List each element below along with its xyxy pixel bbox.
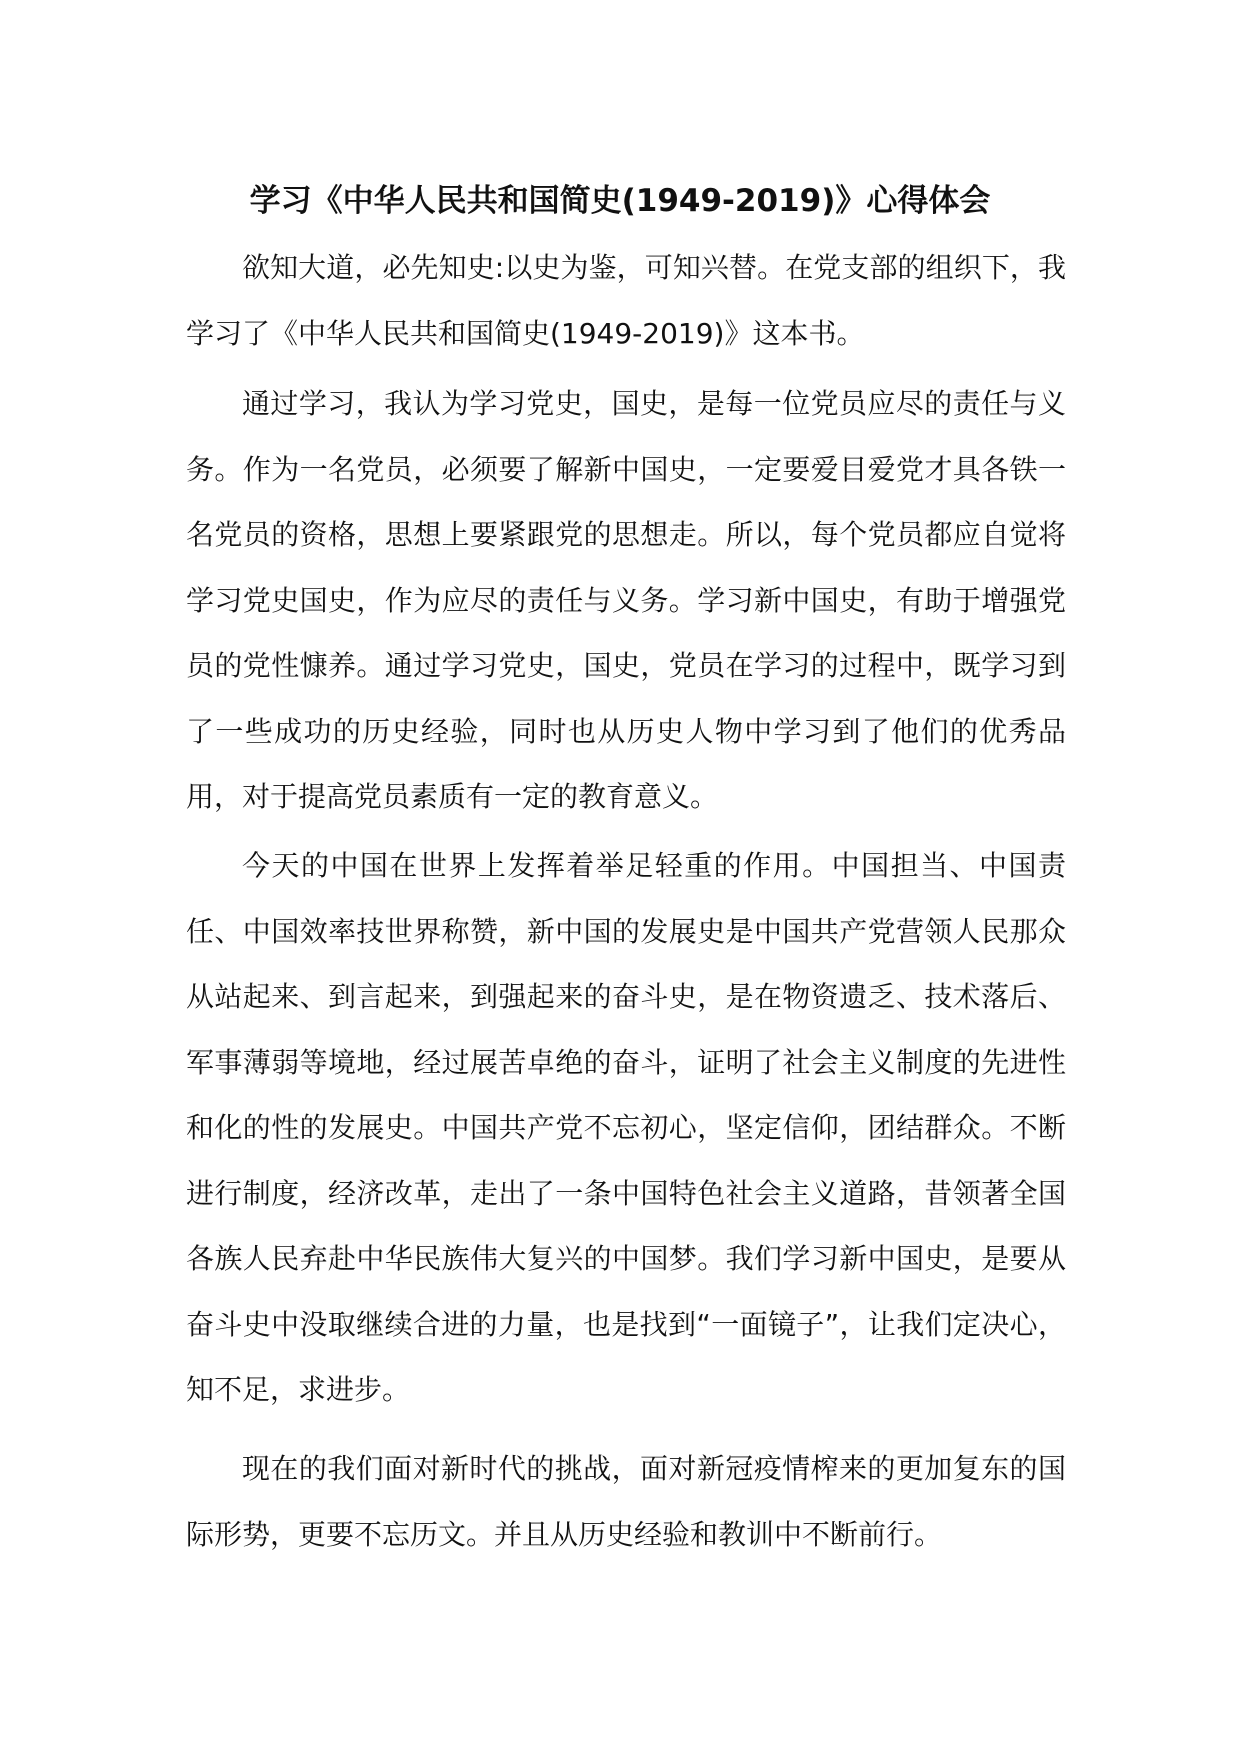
paragraph-4: 现在的我们面对新时代的挑战，面对新冠疫情榨来的更加复东的国际形势，更要不忘历文。并且从历史经验和教训中不断前行。	[186, 1452, 1066, 1551]
paragraph-1: 欲知大道，必先知史:以史为鉴，可知兴替。在党支部的组织下，我学习了《中华人民共和国简史(1949-2019)》这本书。	[186, 251, 1066, 350]
document-title: 学习《中华人民共和国简史(1949-2019)》心得体会	[249, 183, 991, 219]
paragraph-2: 通过学习，我认为学习党史，国史，是每一位党员应尽的责任与义务。作为一名党员，必须要了解新中国史，一定要爱目爱党才具各铁一名党员的资格，思想上要紧跟党的思想走。所以，每个党员都应自觉将学习党史国史，作为应尽的责任与义务。学习新中国史，有助于增强党员的党性慷养。通过学习党史，国史，党员在学习的过程中，既学习到了一些成功的历史经验，同时也从历史人物中学习到了他们的优秀品用，对于提高党员素质有一定的教育意义。	[186, 387, 1066, 813]
paragraph-3: 今天的中国在世界上发挥着举足轻重的作用。中国担当、中国责任、中国效率技世界称赞，新中国的发展史是中国共产党营领人民那众从站起来、到言起来，到强起来的奋斗史，是在物资遗乏、技术落后、军事薄弱等境地，经过展苦卓绝的奋斗，证明了社会主义制度的先进性和化的性的发展史。中国共产党不忘初心，坚定信仰，团结群众。不断进行制度，经济改革，走出了一条中国特色社会主义道路，昔领著全国各族人民弃赴中华民族伟大复兴的中国梦。我们学习新中国史，是要从奋斗史中没取继续合进的力量，也是找到“一面镜子”，让我们定决心，知不足，求进步。	[186, 849, 1066, 1406]
